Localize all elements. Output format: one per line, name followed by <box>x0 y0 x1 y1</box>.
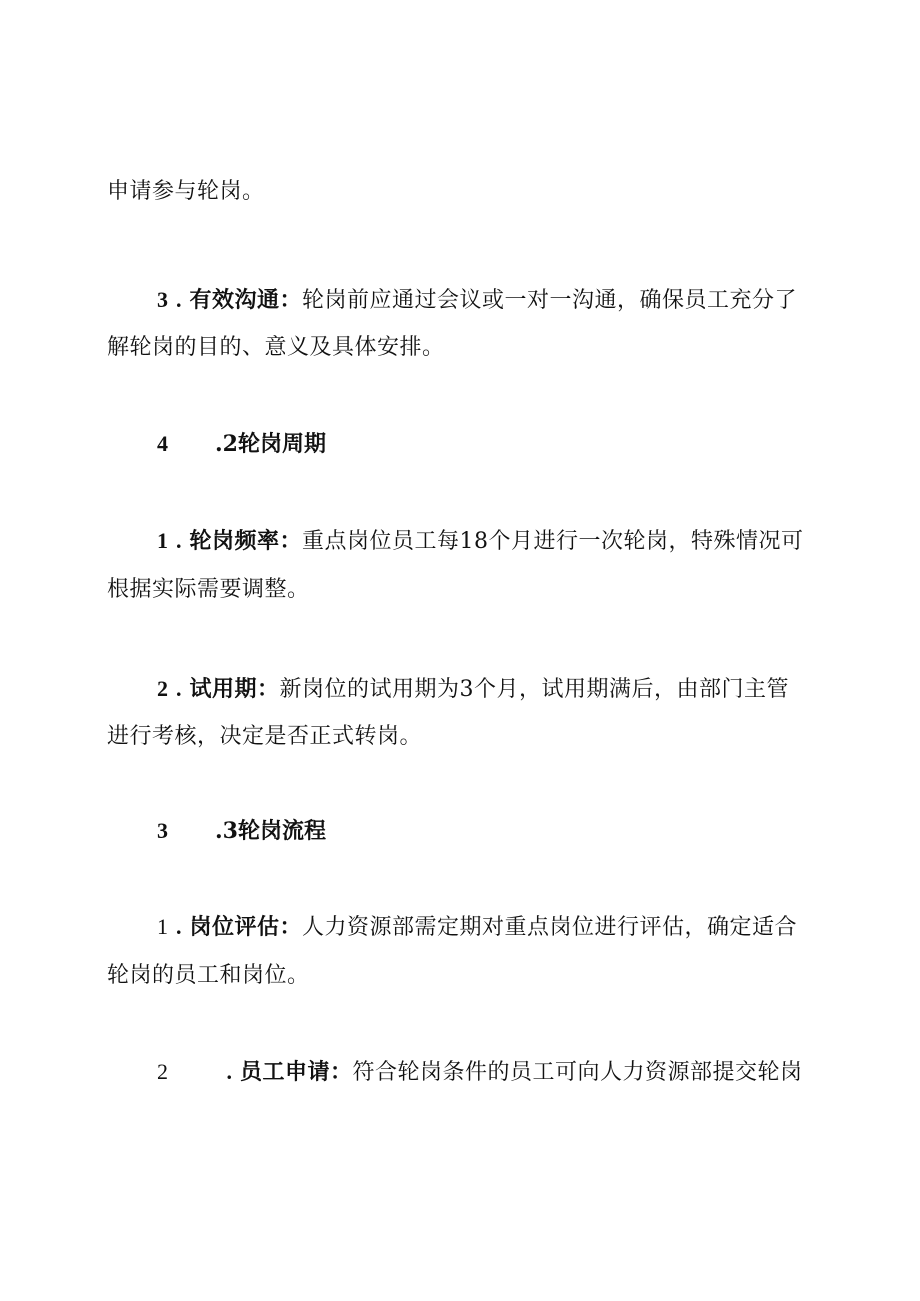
section-heading-rotation-cycle <box>157 429 326 459</box>
item-label: 试用期： <box>189 676 280 702</box>
item-number: 2 <box>157 676 169 701</box>
item-separator: . <box>176 287 182 312</box>
list-item-position-evaluation <box>157 912 797 943</box>
item-text: 轮岗前应通过会议或一对一沟通，确保员工充分了 <box>302 288 798 313</box>
item-text: 解轮岗的目的、意义及具体安排。 <box>107 335 445 360</box>
list-item-continuation <box>107 333 445 363</box>
section-heading-rotation-process <box>157 816 326 846</box>
paragraph-text: 申请参与轮岗。 <box>107 179 265 204</box>
list-item-trial-period <box>157 674 789 705</box>
item-label: 员工申请： <box>240 1059 353 1085</box>
item-number: 3 <box>157 287 169 312</box>
list-item-effective-communication <box>157 285 797 316</box>
section-title: .3轮岗流程 <box>215 818 326 844</box>
list-item-continuation <box>107 575 310 605</box>
list-item-rotation-frequency <box>157 526 804 557</box>
section-title: .2轮岗周期 <box>215 431 326 457</box>
item-label: 岗位评估： <box>189 914 303 940</box>
section-number: 4 <box>157 431 168 456</box>
item-separator: . <box>226 1059 233 1084</box>
item-text: 新岗位的试用期为3个月，试用期满后，由部门主管 <box>279 677 790 702</box>
item-label: 轮岗频率： <box>189 528 303 554</box>
section-number: 3 <box>157 818 168 843</box>
item-text: 人力资源部需定期对重点岗位进行评估，确定适合 <box>302 915 798 940</box>
item-text: 根据实际需要调整。 <box>107 577 310 602</box>
item-separator: . <box>176 528 182 553</box>
item-separator: . <box>176 676 182 701</box>
item-separator: . <box>176 914 182 939</box>
item-text: 符合轮岗条件的员工可向人力资源部提交轮岗 <box>352 1060 803 1085</box>
list-item-continuation <box>107 722 422 752</box>
item-number: 1 <box>157 528 169 553</box>
item-number: 2 <box>157 1059 169 1084</box>
list-item-employee-application <box>157 1057 803 1088</box>
item-text: 进行考核，决定是否正式转岗。 <box>107 724 423 749</box>
item-text: 重点岗位员工每18个月进行一次轮岗，特殊情况可 <box>302 529 804 554</box>
item-label: 有效沟通： <box>189 287 303 313</box>
paragraph-continuation <box>107 177 265 207</box>
item-text: 轮岗的员工和岗位。 <box>107 963 310 988</box>
item-number: 1 <box>157 914 169 939</box>
list-item-continuation <box>107 961 310 991</box>
